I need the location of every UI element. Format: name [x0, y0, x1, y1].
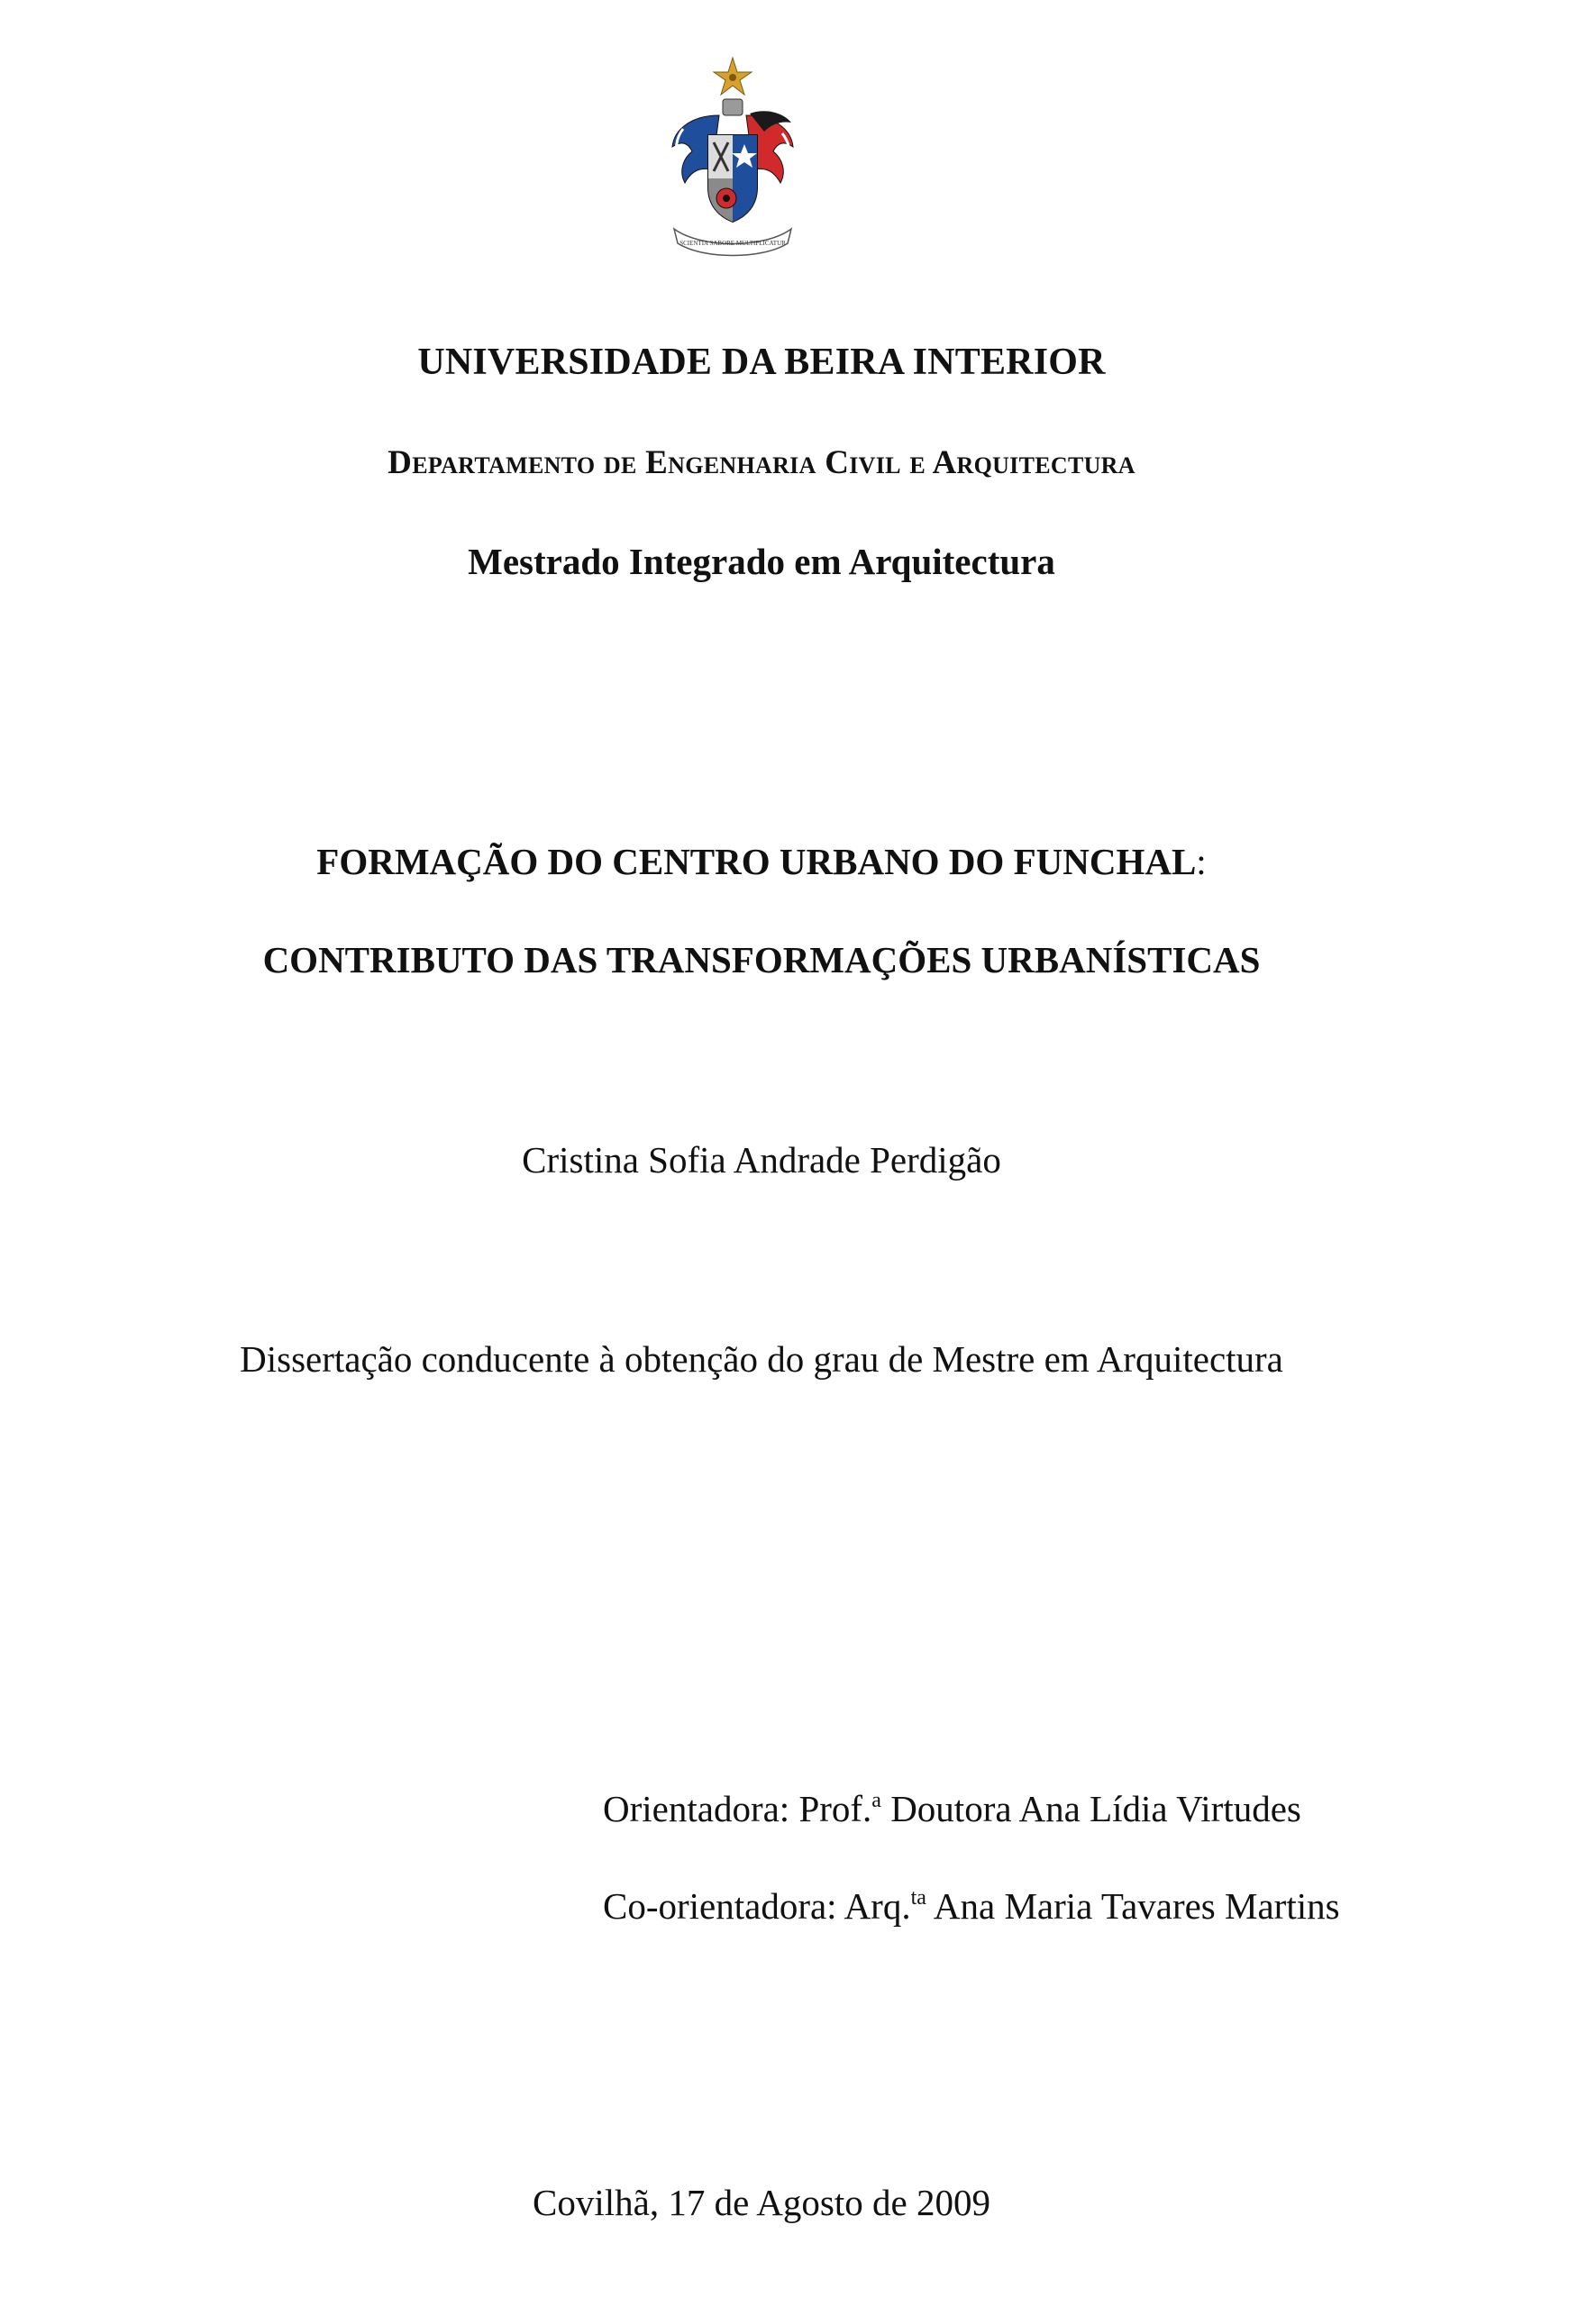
coadvisor-name: Ana Maria Tavares Martins: [933, 1885, 1340, 1927]
advisor-label: Orientadora:: [603, 1788, 790, 1829]
program-name: Mestrado Integrado em Arquitectura: [468, 541, 1055, 582]
university-name: UNIVERSIDADE DA BEIRA INTERIOR: [417, 342, 1106, 383]
department-name: Departamento de Engenharia Civil e Arquitectura: [388, 444, 1135, 481]
degree-statement: Dissertação conducente à obtenção do grau de Mestre em Arquitectura: [240, 1338, 1283, 1380]
university-crest-icon: [656, 52, 809, 260]
thesis-title-line-1-text: FORMAÇÃO DO CENTRO URBANO DO FUNCHAL: [316, 841, 1197, 882]
coadvisor-title: Arq.$^{ta}$: [844, 1885, 926, 1927]
crest-motto: SCIENTIA SABORE MULTIPLICATUR: [679, 240, 786, 247]
advisor-line: [603, 1788, 1301, 1829]
thesis-title-line-1: [0, 843, 1523, 880]
coadvisor-line: [603, 1885, 1340, 1927]
author-name: Cristina Sofia Andrade Perdigão: [522, 1139, 1001, 1181]
advisor-title: Prof.$^a$: [798, 1788, 881, 1829]
advisor-name: Doutora Ana Lídia Virtudes: [890, 1788, 1301, 1829]
thesis-title-line-2: CONTRIBUTO DAS TRANSFORMAÇÕES URBANÍSTICAS: [262, 939, 1261, 980]
coadvisor-title-superscript: ta: [910, 1886, 926, 1910]
advisor-title-superscript: a: [871, 1789, 881, 1812]
place-and-date: Covilhã, 17 de Agosto de 2009: [533, 2182, 990, 2223]
coadvisor-label: Co-orientadora:: [603, 1885, 837, 1927]
thesis-title-colon: :: [1196, 841, 1207, 882]
